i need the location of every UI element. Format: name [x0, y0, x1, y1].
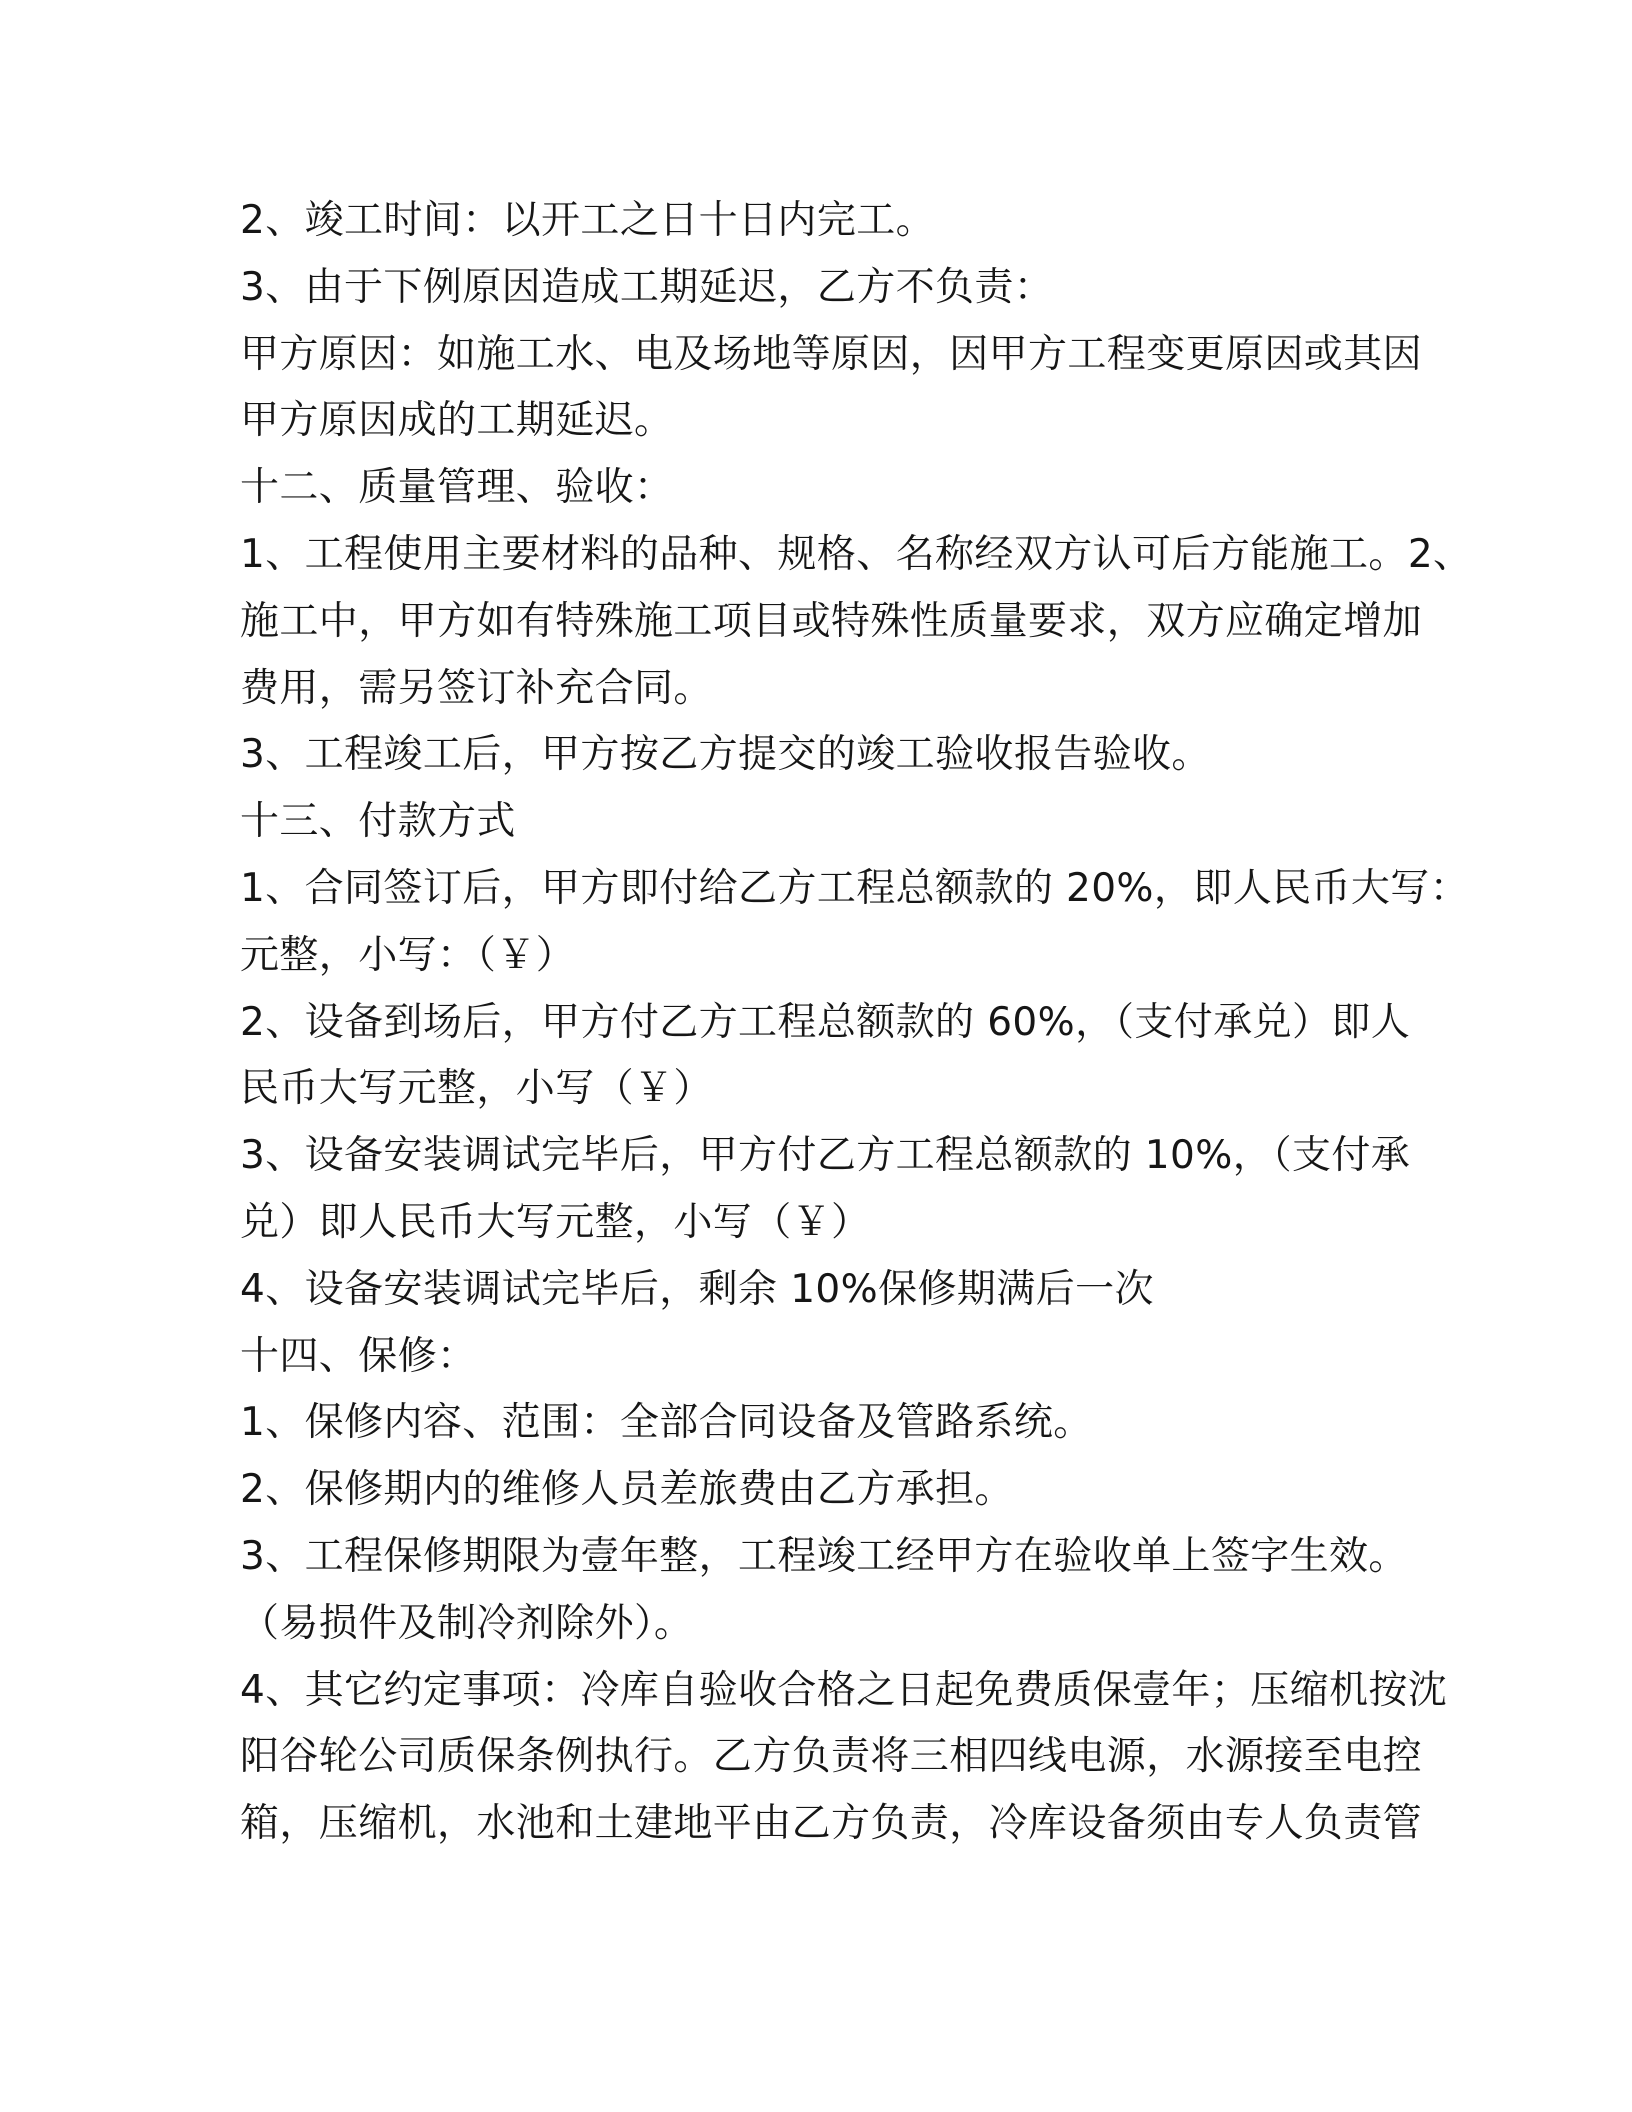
- section-heading: 十二、质量管理、验收：: [240, 465, 674, 511]
- text-line: 费用，需另签订补充合同。: [240, 665, 713, 711]
- text-line: 2、竣工时间：以开工之日十日内完工。: [240, 198, 936, 243]
- document-body: [240, 188, 1473, 1858]
- text-line: 元整，小写：（￥）: [240, 932, 576, 978]
- text-line: 兑）即人民币大写元整，小写（￥）: [240, 1199, 871, 1245]
- section-heading: 十三、付款方式: [240, 799, 516, 845]
- text-line: （易损件及制冷剂除外）。: [240, 1600, 694, 1646]
- text-line: 阳谷轮公司质保条例执行。乙方负责将三相四线电源，水源接至电控: [240, 1734, 1423, 1780]
- text-line: 3、工程保修期限为壹年整，工程竣工经甲方在验收单上签字生效。: [240, 1533, 1408, 1579]
- text-line: 1、工程使用主要材料的品种、规格、名称经双方认可后方能施工。2、: [240, 531, 1473, 577]
- text-line: 甲方原因成的工期延迟。: [240, 398, 674, 444]
- text-line: 2、设备到场后，甲方付乙方工程总额款的 60%，（支付承兑）即人: [240, 999, 1411, 1045]
- text-line: 4、设备安装调试完毕后，剩余 10%保修期满后一次: [240, 1266, 1154, 1312]
- text-line: 甲方原因：如施工水、电及场地等原因，因甲方工程变更原因或其因: [240, 331, 1423, 377]
- text-line: 1、合同签订后，甲方即付给乙方工程总额款的 20%，即人民币大写：: [240, 865, 1470, 911]
- text-line: 施工中，甲方如有特殊施工项目或特殊性质量要求，双方应确定增加: [240, 598, 1423, 644]
- text-line: 4、其它约定事项：冷库自验收合格之日起免费质保壹年；压缩机按沈: [240, 1667, 1448, 1713]
- text-line: 2、保修期内的维修人员差旅费由乙方承担。: [240, 1467, 1014, 1513]
- text-line: 3、由于下例原因造成工期延迟，乙方不负责：: [240, 264, 1054, 310]
- text-line: 3、工程竣工后，甲方按乙方提交的竣工验收报告验收。: [240, 732, 1211, 778]
- section-heading: 十四、保修：: [240, 1333, 477, 1379]
- text-line: 箱，压缩机，水池和土建地平由乙方负责，冷库设备须由专人负责管: [240, 1801, 1423, 1847]
- text-line: 3、设备安装调试完毕后，甲方付乙方工程总额款的 10%，（支付承: [240, 1133, 1411, 1179]
- text-line: 1、保修内容、范围：全部合同设备及管路系统。: [240, 1400, 1093, 1446]
- text-line: 民币大写元整，小写（￥）: [240, 1066, 713, 1112]
